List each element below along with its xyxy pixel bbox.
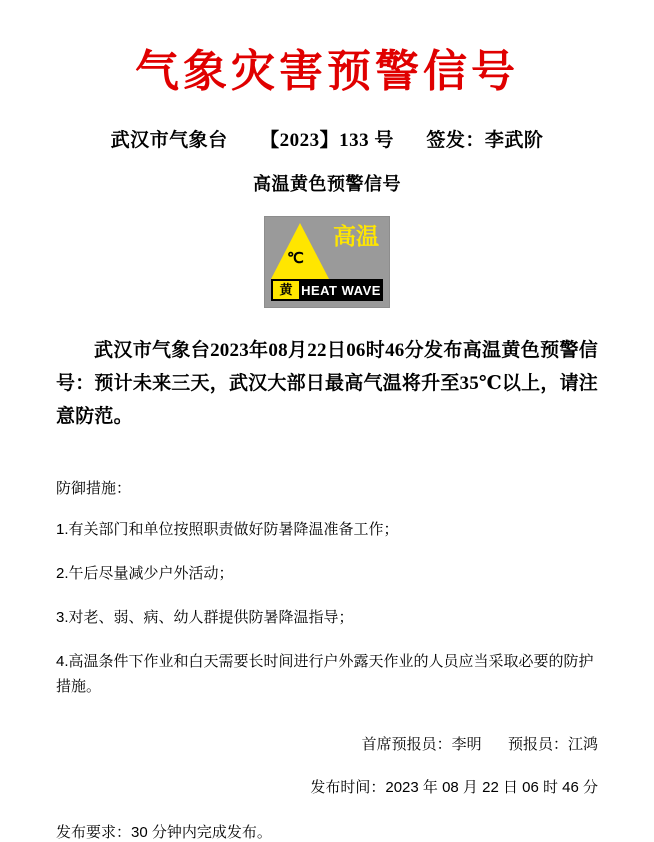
signal-name: 高温黄色预警信号 <box>253 174 401 195</box>
issuer-line <box>56 125 598 152</box>
celsius-icon: ℃ <box>287 250 304 268</box>
measure-item-2: 2.午后尽量减少户外活动； <box>56 565 234 583</box>
release-requirement: 发布要求：30 分钟内完成发布。 <box>56 824 272 842</box>
measures-title: 防御措施： <box>56 480 132 498</box>
icon-bottom-bar <box>271 279 383 301</box>
page-title: 气象灾害预警信号 <box>135 47 519 96</box>
forecaster-line <box>56 733 598 754</box>
measure-item-1: 1.有关部门和单位按照职责做好防暑降温准备工作； <box>56 521 399 539</box>
chief-forecaster-label: 首席预报员： <box>361 736 452 754</box>
forecaster-name: 江鸿 <box>567 736 598 754</box>
document-number: 【2023】133 号 <box>260 130 394 152</box>
high-temperature-yellow-warning-icon <box>264 216 390 308</box>
icon-english-label: HEAT WAVE <box>301 282 381 298</box>
signed-by-label: 签发： <box>426 130 485 152</box>
signed-by-name: 李武阶 <box>484 130 544 152</box>
measure-item-4: 4.高温条件下作业和白天需要长时间进行户外露天作业的人员应当采取必要的防护措施。 <box>56 653 594 696</box>
release-time-label: 发布时间： <box>310 779 386 797</box>
warning-icon-container <box>56 216 598 308</box>
chief-forecaster-name: 李明 <box>451 736 482 754</box>
issuing-office: 武汉市气象台 <box>110 130 228 152</box>
release-time-value: 2023 年 08 月 22 日 06 时 46 分 <box>385 779 598 797</box>
icon-chinese-label: 高温 <box>333 223 379 250</box>
measure-item-3: 3.对老、弱、病、幼人群提供防暑降温指导； <box>56 609 354 627</box>
release-time-line <box>56 776 598 797</box>
warning-body-text: 武汉市气象台2023年08月22日06时46分发布高温黄色预警信号：预计未来三天，武汉大部日最高气温将升至35℃以上，请注意防范。 <box>56 340 598 428</box>
icon-level-label: 黄 <box>273 281 299 299</box>
forecaster-label: 预报员： <box>507 736 568 754</box>
